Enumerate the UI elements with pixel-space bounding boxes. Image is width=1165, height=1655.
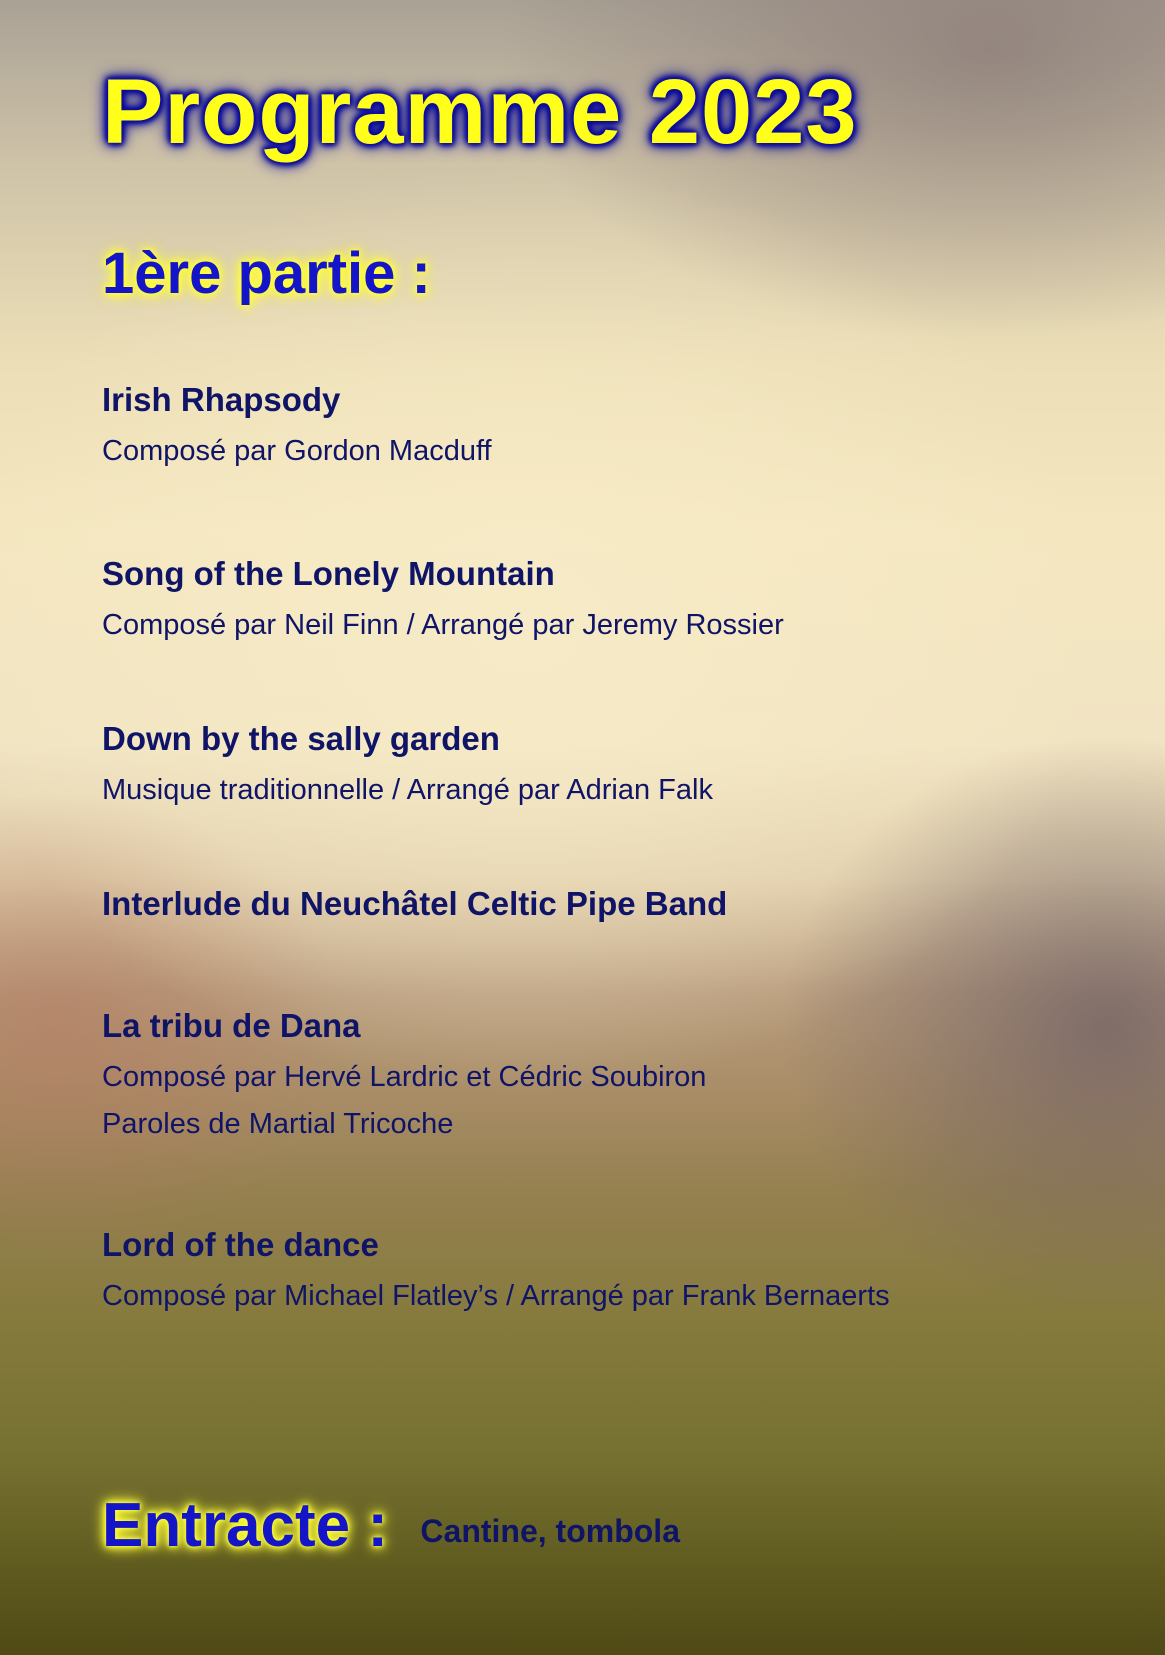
piece-credit: Composé par Gordon Macduff (102, 435, 492, 467)
piece-title: Lord of the dance (102, 1226, 379, 1263)
piece-credit: Musique traditionnelle / Arrangé par Adrian Falk (102, 774, 713, 806)
programme-item (102, 885, 727, 923)
part-heading: 1ère partie : (102, 241, 431, 306)
intermission (102, 1490, 680, 1561)
programme-item (102, 1226, 890, 1313)
programme-item (102, 381, 492, 468)
piece-title: Song of the Lonely Mountain (102, 555, 555, 592)
piece-title: Down by the sally garden (102, 720, 500, 757)
programme-item (102, 720, 713, 807)
piece-title: Irish Rhapsody (102, 381, 341, 418)
piece-title: Interlude du Neuchâtel Celtic Pipe Band (102, 885, 728, 922)
page-title: Programme 2023 (102, 61, 858, 163)
intermission-note: Cantine, tombola (420, 1513, 680, 1549)
piece-lyrics-credit: Paroles de Martial Tricoche (102, 1108, 454, 1140)
piece-credit: Composé par Hervé Lardric et Cédric Soubiron (102, 1061, 707, 1093)
intermission-label: Entracte : (102, 1491, 388, 1560)
piece-title: La tribu de Dana (102, 1007, 361, 1044)
piece-credit: Composé par Neil Finn / Arrangé par Jeremy Rossier (102, 609, 784, 641)
programme-item (102, 555, 784, 642)
piece-credit: Composé par Michael Flatley’s / Arrangé par Frank Bernaerts (102, 1280, 890, 1312)
programme-item (102, 1007, 706, 1141)
